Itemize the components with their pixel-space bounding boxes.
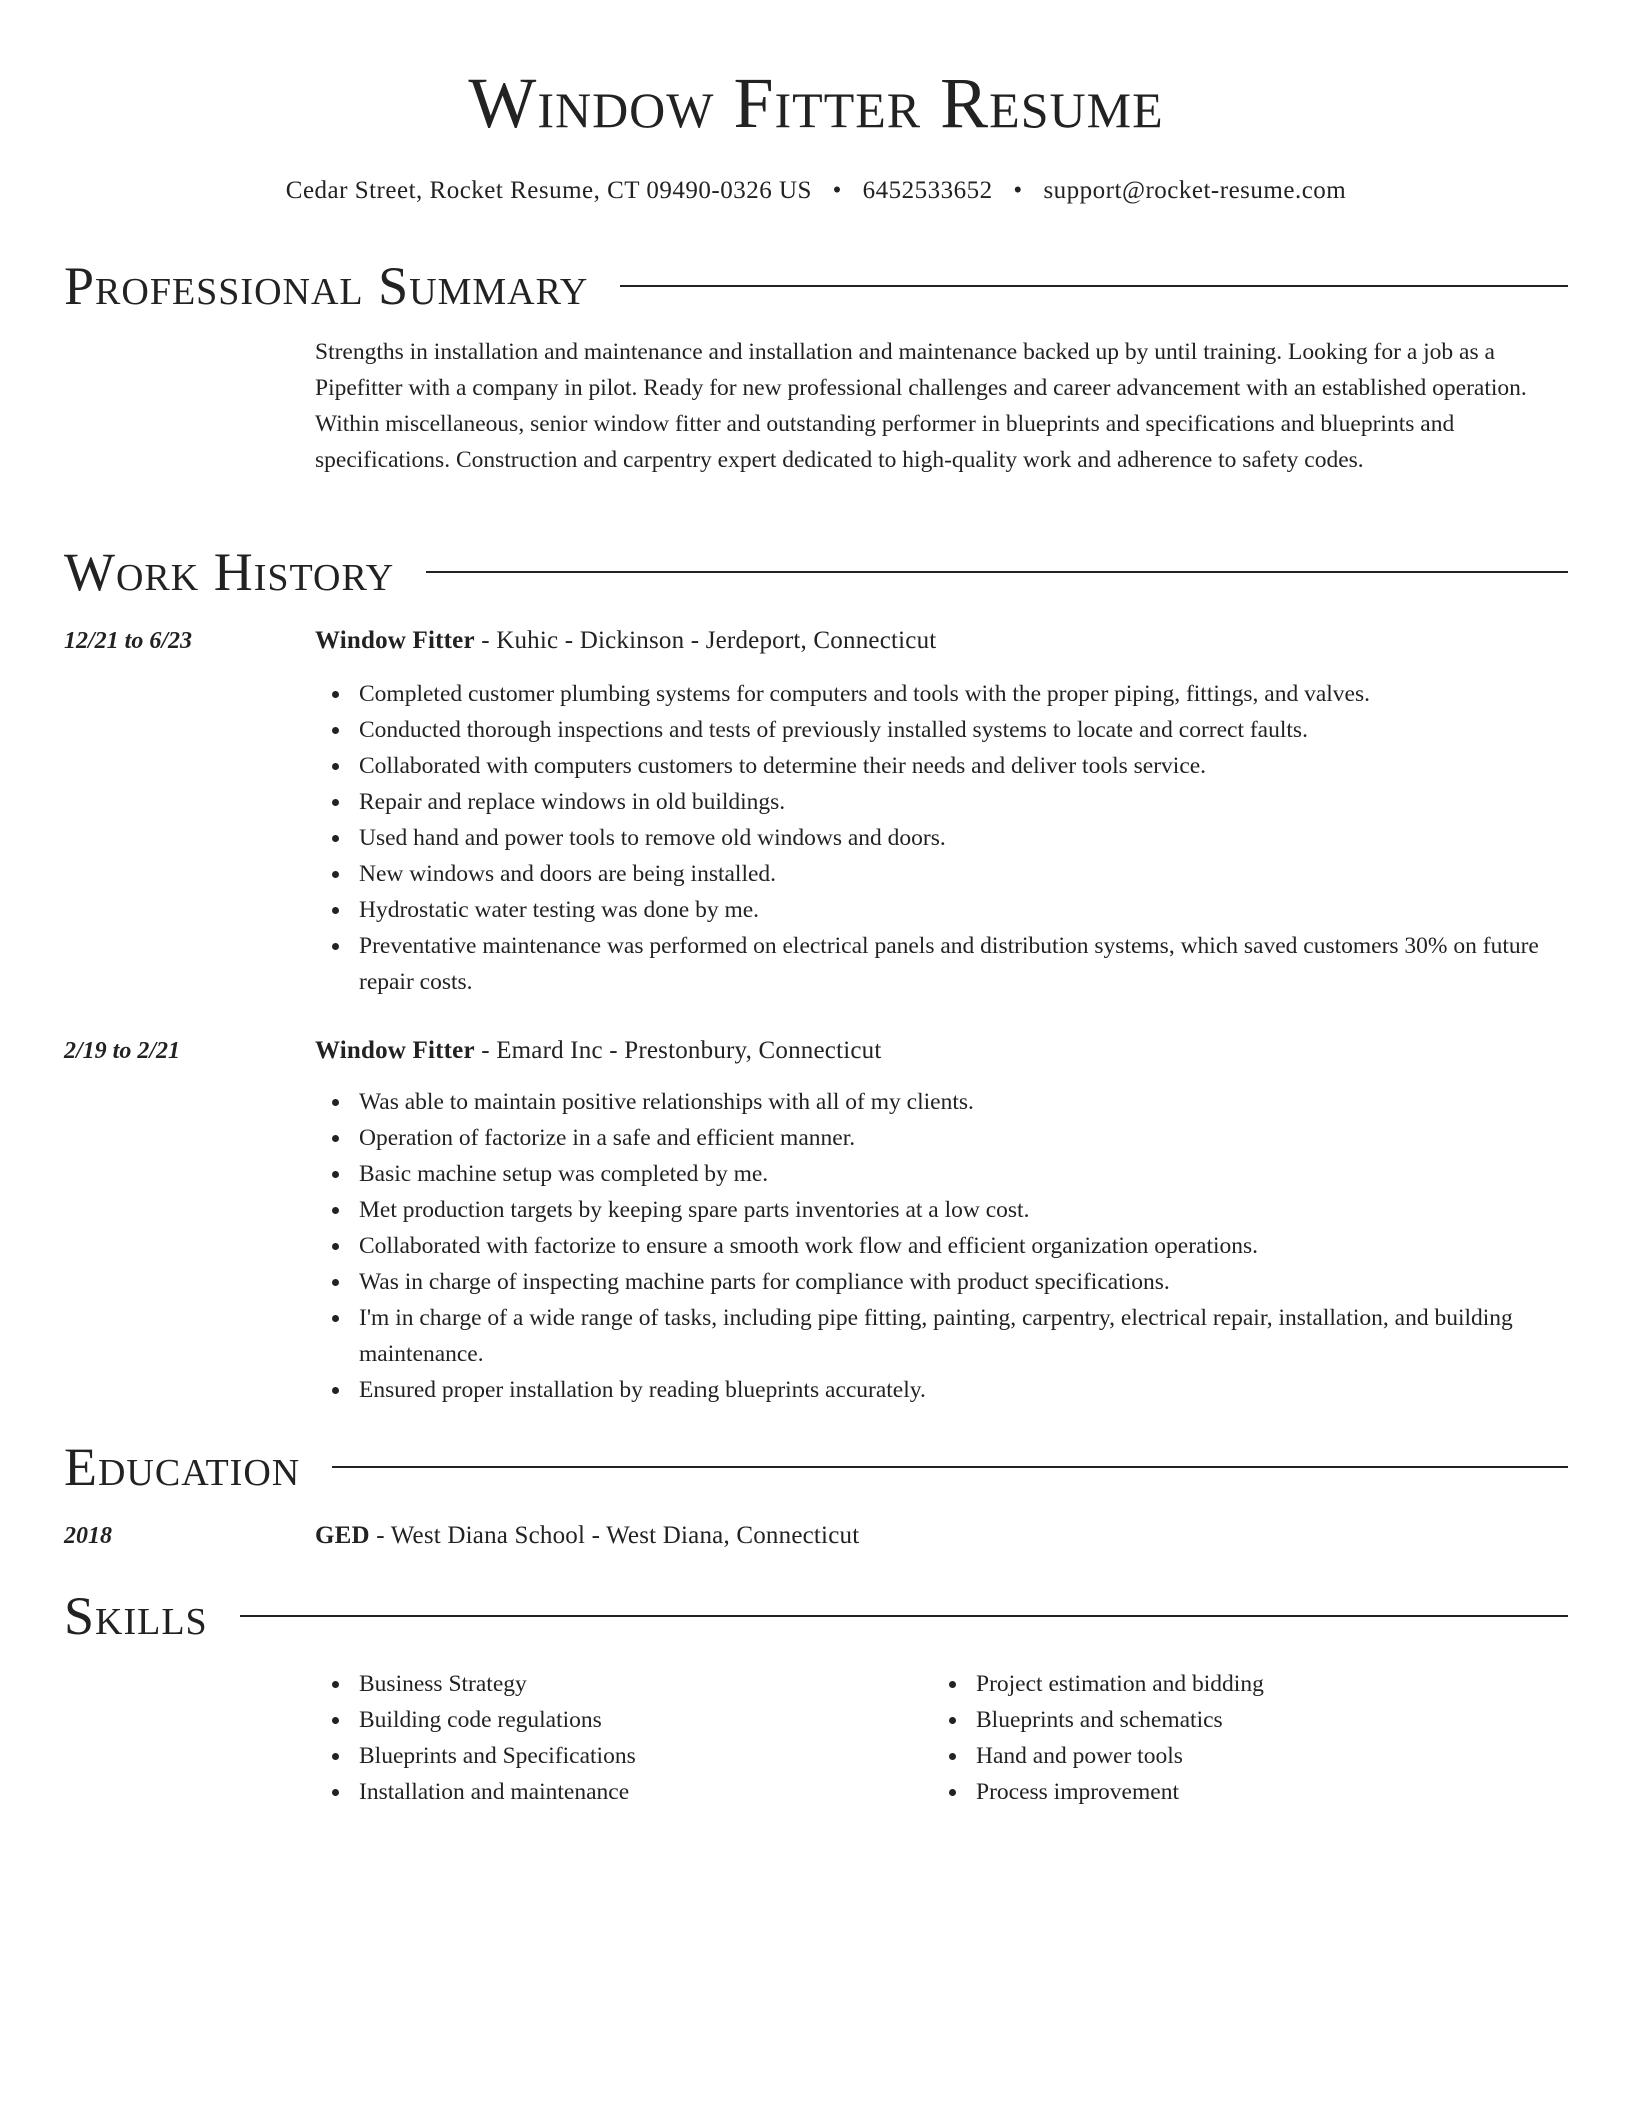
section-heading: Professional Summary (64, 256, 589, 316)
job-title: Window Fitter (315, 627, 475, 654)
job-heading (315, 1033, 882, 1069)
phone: 6452533652 (862, 177, 993, 204)
address: Cedar Street, Rocket Resume, CT 09490-0326 US (285, 177, 812, 204)
section-skills (64, 1584, 1568, 1648)
list-item: New windows and doors are being installed. (359, 856, 1568, 892)
education-details: - West Diana School - West Diana, Connecticut (369, 1522, 860, 1549)
section-work-history (64, 540, 1568, 604)
contact-line (64, 174, 1568, 208)
degree: GED (315, 1522, 370, 1549)
list-item: Used hand and power tools to remove old windows and doors. (359, 820, 1568, 856)
separator-dot: • (832, 177, 842, 204)
section-rule (332, 1466, 1568, 1468)
section-professional-summary (64, 254, 1568, 318)
list-item: Ensured proper installation by reading blueprints accurately. (359, 1372, 1568, 1408)
list-item: Completed customer plumbing systems for computers and tools with the proper piping, fittings, and valves. (359, 676, 1568, 712)
section-education (64, 1435, 1568, 1499)
skill-item: Process improvement (976, 1774, 1632, 1810)
job-bullets (315, 1084, 1568, 1408)
section-heading: Education (64, 1437, 301, 1497)
skill-item: Blueprints and Specifications (359, 1738, 1568, 1774)
job-dates: 2/19 to 2/21 (64, 1038, 181, 1064)
list-item: Operation of factorize in a safe and efficient manner. (359, 1120, 1568, 1156)
section-rule (620, 285, 1568, 287)
job-details: - Kuhic - Dickinson - Jerdeport, Connecticut (474, 627, 937, 654)
list-item: Collaborated with computers customers to determine their needs and deliver tools service. (359, 748, 1568, 784)
separator-dot: • (1013, 177, 1023, 204)
email: support@rocket-resume.com (1043, 177, 1347, 204)
job-details: - Emard Inc - Prestonbury, Connecticut (474, 1037, 882, 1064)
skill-item: Installation and maintenance (359, 1774, 1568, 1810)
section-heading: Work History (64, 542, 395, 602)
section-rule (240, 1615, 1568, 1617)
list-item: I'm in charge of a wide range of tasks, including pipe fitting, painting, carpentry, electrical repair, installation, and building maintenance. (359, 1300, 1568, 1372)
job-dates: 12/21 to 6/23 (64, 628, 193, 654)
section-rule (426, 571, 1568, 573)
list-item: Conducted thorough inspections and tests of previously installed systems to locate and correct faults. (359, 712, 1568, 748)
education-year: 2018 (64, 1523, 112, 1549)
list-item: Repair and replace windows in old buildings. (359, 784, 1568, 820)
job-bullets (315, 676, 1568, 1000)
job-heading (315, 623, 936, 659)
summary-text: Strengths in installation and maintenance and installation and maintenance backed up by until training. Looking for a job as a Pipefitter with a company in pilot. Ready for new professional challenges and career advancement with an established operation. Within miscellaneous, senior window fitter and outstanding performer in blueprints and specifications and blueprints and specifications. Construction and carpentry expert dedicated to high-quality work and adherence to safety codes. (315, 339, 1527, 473)
list-item: Preventative maintenance was performed on electrical panels and distribution systems, which saved customers 30% on future repair costs. (359, 928, 1568, 1000)
skill-item: Hand and power tools (976, 1738, 1632, 1774)
section-heading: Skills (64, 1586, 208, 1646)
list-item: Basic machine setup was completed by me. (359, 1156, 1568, 1192)
skill-item: Blueprints and schematics (976, 1702, 1632, 1738)
skill-item: Business Strategy (359, 1666, 1568, 1702)
skill-item: Project estimation and bidding (976, 1666, 1632, 1702)
list-item: Collaborated with factorize to ensure a smooth work flow and efficient organization operations. (359, 1228, 1568, 1264)
list-item: Was able to maintain positive relationships with all of my clients. (359, 1084, 1568, 1120)
list-item: Hydrostatic water testing was done by me. (359, 892, 1568, 928)
list-item: Was in charge of inspecting machine parts for compliance with product specifications. (359, 1264, 1568, 1300)
skills-list-right (932, 1666, 1632, 1810)
skill-item: Building code regulations (359, 1702, 1568, 1738)
resume-title: Window Fitter Resume (468, 63, 1164, 143)
job-title: Window Fitter (315, 1037, 475, 1064)
education-heading (315, 1518, 859, 1554)
list-item: Met production targets by keeping spare parts inventories at a low cost. (359, 1192, 1568, 1228)
